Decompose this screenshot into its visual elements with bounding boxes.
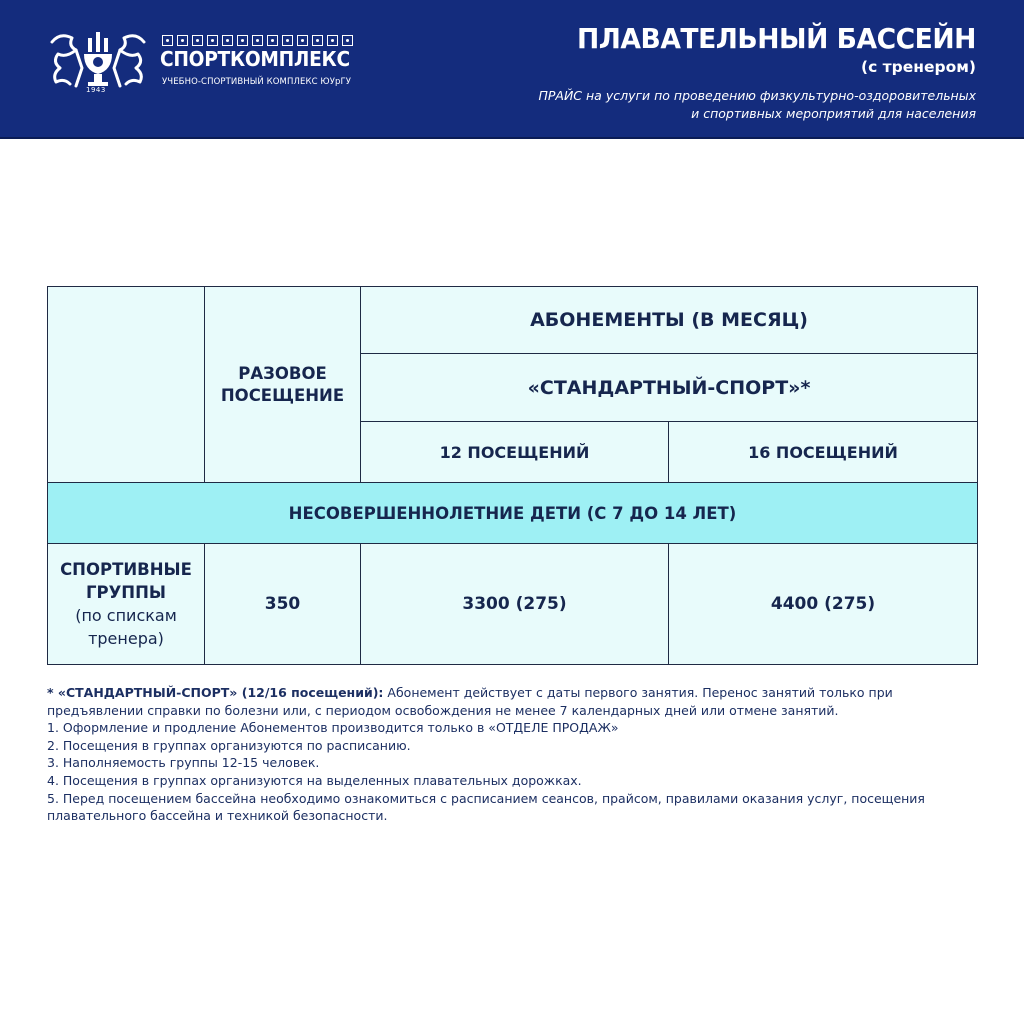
price-description [496,87,976,123]
sport-icon [162,35,173,46]
sport-icon [222,35,233,46]
footnote-standard [47,684,982,719]
price-table [47,286,978,665]
price-description-line: и спортивных мероприятий для населения [691,106,976,121]
price-single-visit: 350 [205,544,361,665]
header-subscriptions: АБОНЕМЕНТЫ (В МЕСЯЦ) [361,287,978,354]
footnote-item: 5. Перед посещением бассейна необходимо ознакомиться с расписанием сеансов, прайсом, правилами оказания услуг, посещения плавательного бассейна и техникой безопасности. [47,790,925,824]
price-16-visits: 4400 (275) [669,544,978,665]
sport-icon [297,35,308,46]
brand-subtitle: УЧЕБНО-СПОРТИВНЫЙ КОМПЛЕКС ЮУрГУ [162,77,352,87]
footnotes [47,684,982,825]
header-single-visit [205,287,361,483]
row-label-note: тренера) [88,629,164,648]
row-label-line: ГРУППЫ [85,583,167,602]
footnote-lead: * «СТАНДАРТНЫЙ-СПОРТ» (12/16 посещений): [47,685,384,700]
header-16-visits: 16 ПОСЕЩЕНИЙ [669,422,978,483]
sport-icon [282,35,293,46]
sport-icon [192,35,203,46]
price-12-visits: 3300 (275) [361,544,669,665]
footnote-lead-text: Абонемент действует с даты первого занятия. Перенос занятий только при предъявлении справки по болезни или, с периодом освобождения не менее 7 календарных дней или отмене занятий. [47,685,893,718]
sport-icon [327,35,338,46]
footnote-item: 1. Оформление и продление Абонементов производится только в «ОТДЕЛЕ ПРОДАЖ» [47,720,619,736]
header-single-visit-line: РАЗОВОЕ [238,363,327,383]
page-subtitle: (с тренером) [861,58,976,76]
footnote-item: 2. Посещения в группах организуются по расписанию. [47,737,411,753]
header-12-visits: 12 ПОСЕЩЕНИЙ [361,422,669,483]
footnote-item: 3. Наполняемость группы 12-15 человек. [47,755,320,771]
row-label-line: СПОРТИВНЫЕ [60,560,192,579]
empty-corner-cell [48,287,205,483]
page-title: ПЛАВАТЕЛЬНЫЙ БАССЕЙН [577,22,976,55]
section-children: НЕСОВЕРШЕННОЛЕТНИЕ ДЕТИ (С 7 ДО 14 ЛЕТ) [48,483,978,544]
sport-icon [312,35,323,46]
sport-icon [342,35,353,46]
row-label-note: (по спискам [75,606,177,625]
brand-name: СПОРТКОМПЛЕКС [160,47,350,71]
sport-icons-row [162,35,353,46]
header-single-visit-line: ПОСЕЩЕНИЕ [220,385,345,405]
sport-icon [237,35,248,46]
sport-icon [177,35,188,46]
sport-icon [267,35,278,46]
sport-icon [207,35,218,46]
header-plan-name: «СТАНДАРТНЫЙ-СПОРТ»* [361,354,978,422]
header-banner [0,0,1024,139]
row-label-sport-groups [48,544,205,665]
price-description-line: ПРАЙС на услуги по проведению физкультурно-оздоровительных [538,88,976,103]
footnote-item: 4. Посещения в группах организуются на выделенных плавательных дорожках. [47,772,582,788]
sport-icon [252,35,263,46]
logo-year: 1943 [86,86,106,94]
